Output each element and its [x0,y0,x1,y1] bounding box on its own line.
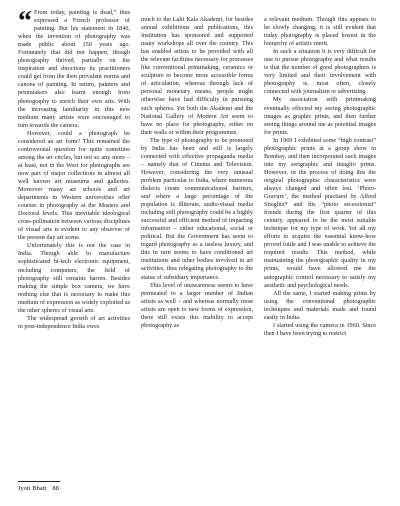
page-number: 88 [52,485,59,492]
paragraph: My association with printmaking eventually effected my seeing photographic images as graphic prints, and then further seeing things around me as potential images for prints. [264,96,376,136]
paragraph: This level of unawareness seems to have permeated to a larger number of Indian artists as well – and whereas normally most artists are open to new forms of expression, there still exists this inability to accept photography as [141,281,253,329]
paragraph: Unfortunately this is not the case in India. Though able to manufacture sophisticated hi-tech electronic equipment, including computers, the field of photography still remains barren. Besides making the simple box camera, we have nothing else that is necessary to make this medium of expression as widely exploited as the other spheres of visual arts. [18,242,130,314]
opening-quote-mark: “ [18,6,32,37]
paragraph: In such a situation it is very difficult for one to pursue photography and what results is that the number of good photographers is very limited and their involvement with photography is, most often, closely connected with journalism or advertising. [264,48,376,96]
paragraph: much to the Lalit Kala Akademi, for besides annual exhibitions and publications, this Institution has sponsored and supported many workshops all over the country. This has enabled artists to be provided with all the relevant facilities necessary for processes like conventional printmaking, ceramics or sculpture to become more accessible forms of articulation, whereas through lack of personal monetary means, people might otherwise have had difficulty in pursuing such spheres. Yet both the Akademi and the National Gallery of Modern Art seem to have no place for photography, either on their walls or within their programmes. [141,16,253,136]
footer-divider [18,481,60,482]
paragraph: The type of photography to be promoted by India has been and still is largely connected with effective propaganda media – namely that of Cinema and Television. However, considering the very unusual problem particular to India, where numerous dialects create communicational barriers, and where a large percentage of the population is illiterate, audio-visual media including still photography could be a highly successful and efficient method of imparting information – either educational, social or political. But the Government has seem to regard photography as a useless luxury, and this in turn seems to have conditioned art institutions and other bodies involved in art activities, thus relegating photography to the status of subsidiary importance. [141,136,253,281]
page-footer [18,485,59,492]
paragraph: However, could a photograph be considered an art form? This remained the controversial question for quite sometime among the art circles, but not so any more – at least, not in the West for photographs are now part of major collections in almost all well known art museums and galleries. Moreover many art schools and art departments in Western universities offer courses in photography at the Masters and Doctoral levels. This inevitable ideological cross-pollination between various disciplines of visual arts is evident to any observer of the present day art scene. [18,129,130,242]
paragraph: “ From today, painting is dead,” thus expressed a French professor of painting. But his statement in 1840, when the invention of photography was made public about 150 years ago. Fortunately that did not happen, though photography thrived, partially on the inspiration and directions its practitioners could get from the then prevalent norms and canons of painting. In return, painters and printmakers also learnt enough from photography to enrich their own arts. With the increasing familiarity in this new medium many artists were encouraged to turn towards the camera. [18,6,130,129]
paragraph: I started using the camera in 1960. Since then I have been trying to restrict [264,321,376,337]
paragraph: All the same, I started making prints by using the conventional photographic techniques and materials made and found easily in India. [264,289,376,321]
text-column-2 [141,16,253,330]
paragraph: In 1969 I exhibited some “high contrast” photographic prints at a group show in Bombay, and then incorporated such images into my serigraphic and intaglio prints. However, in the process of doing this the original photographic characteristics were always changed and often lost. ‘Photo-Gravure’, the method practised by Alfred Stieglitz* and his “photo secessionist” friends during the first quarter of this century, appeared to be the most suitable technique for my type of work. Yet all my efforts to acquire the essential know-how proved futile and I was unable to achieve the required results. This method, while maintaining the photographic quality in my prints, would have allowed me the autographic control necessary to satisfy my aesthetic and psychological needs. [264,136,376,289]
text-column-3 [264,16,376,338]
paragraph: a relevant medium. Though this appears to be slowly changing, it is still evident that today photography is placed lowest in the hierarchy of artistic merit. [264,16,376,48]
text-column-1 [18,6,130,331]
author-name: Jyoti Bhatt [18,485,47,492]
paragraph: The widespread growth of art activities in post-independence India owes [18,314,130,330]
